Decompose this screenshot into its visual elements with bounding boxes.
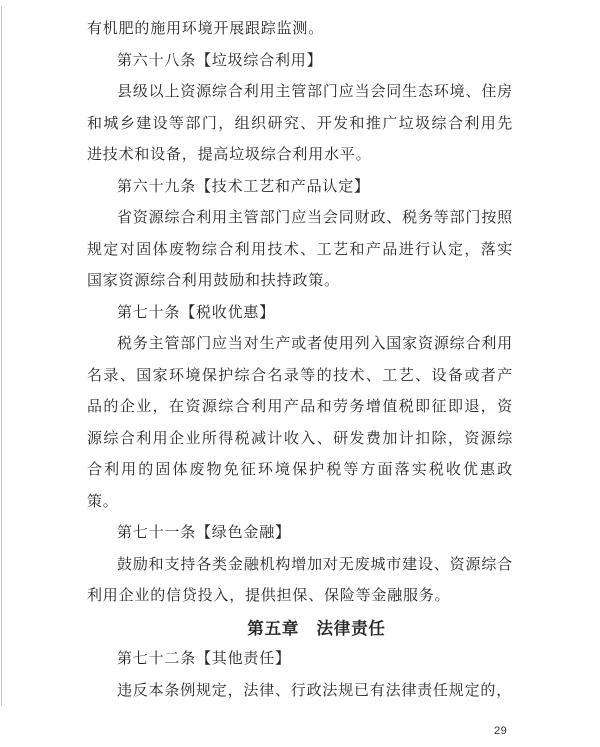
paragraph-continuation: 有机肥的施用环境开展跟踪监测。	[87, 21, 325, 37]
chapter-5-heading: 第五章 法律责任	[247, 618, 386, 638]
article-72-title: 第七十二条【其他责任】	[117, 651, 291, 667]
article-68-title: 第六十八条【垃圾综合利用】	[117, 52, 323, 69]
scan-edge-artifact	[1, 6, 2, 706]
article-71-title: 第七十一条【绿色金融】	[117, 525, 291, 541]
document-body	[87, 14, 513, 707]
article-72-body: 违反本条例规定，法律、行政法规已有法律责任规定的，	[117, 682, 513, 699]
page-number: 29	[494, 725, 508, 737]
article-71-body: 鼓励和支持各类金融机构增加对无废城市建设、资源综合利用企业的信贷投入，提供担保、保险等金融服务。	[87, 556, 513, 604]
article-70-body: 税务主管部门应当对生产或者使用列入国家资源综合利用名录、国家环境保护综合名录等的技术、工艺、设备或者产品的企业，在资源综合利用产品和劳务增值税即征即退，资源综合利用企业所得税减计收入、研发费加计扣除，资源综合利用的固体废物免征环境保护税等方面落实税收优惠政策。	[87, 336, 513, 510]
article-69-body: 省资源综合利用主管部门应当会同财政、税务等部门按照规定对固体废物综合利用技术、工艺和产品进行认定，落实国家资源综合利用鼓励和扶持政策。	[87, 210, 513, 289]
article-69-title: 第六十九条【技术工艺和产品认定】	[117, 178, 370, 195]
article-70-title: 第七十条【税收优惠】	[117, 304, 276, 321]
article-68-body: 县级以上资源综合利用主管部门应当会同生态环境、住房和城乡建设等部门，组织研究、开发和推广垃圾综合利用先进技术和设备，提高垃圾综合利用水平。	[87, 84, 513, 163]
